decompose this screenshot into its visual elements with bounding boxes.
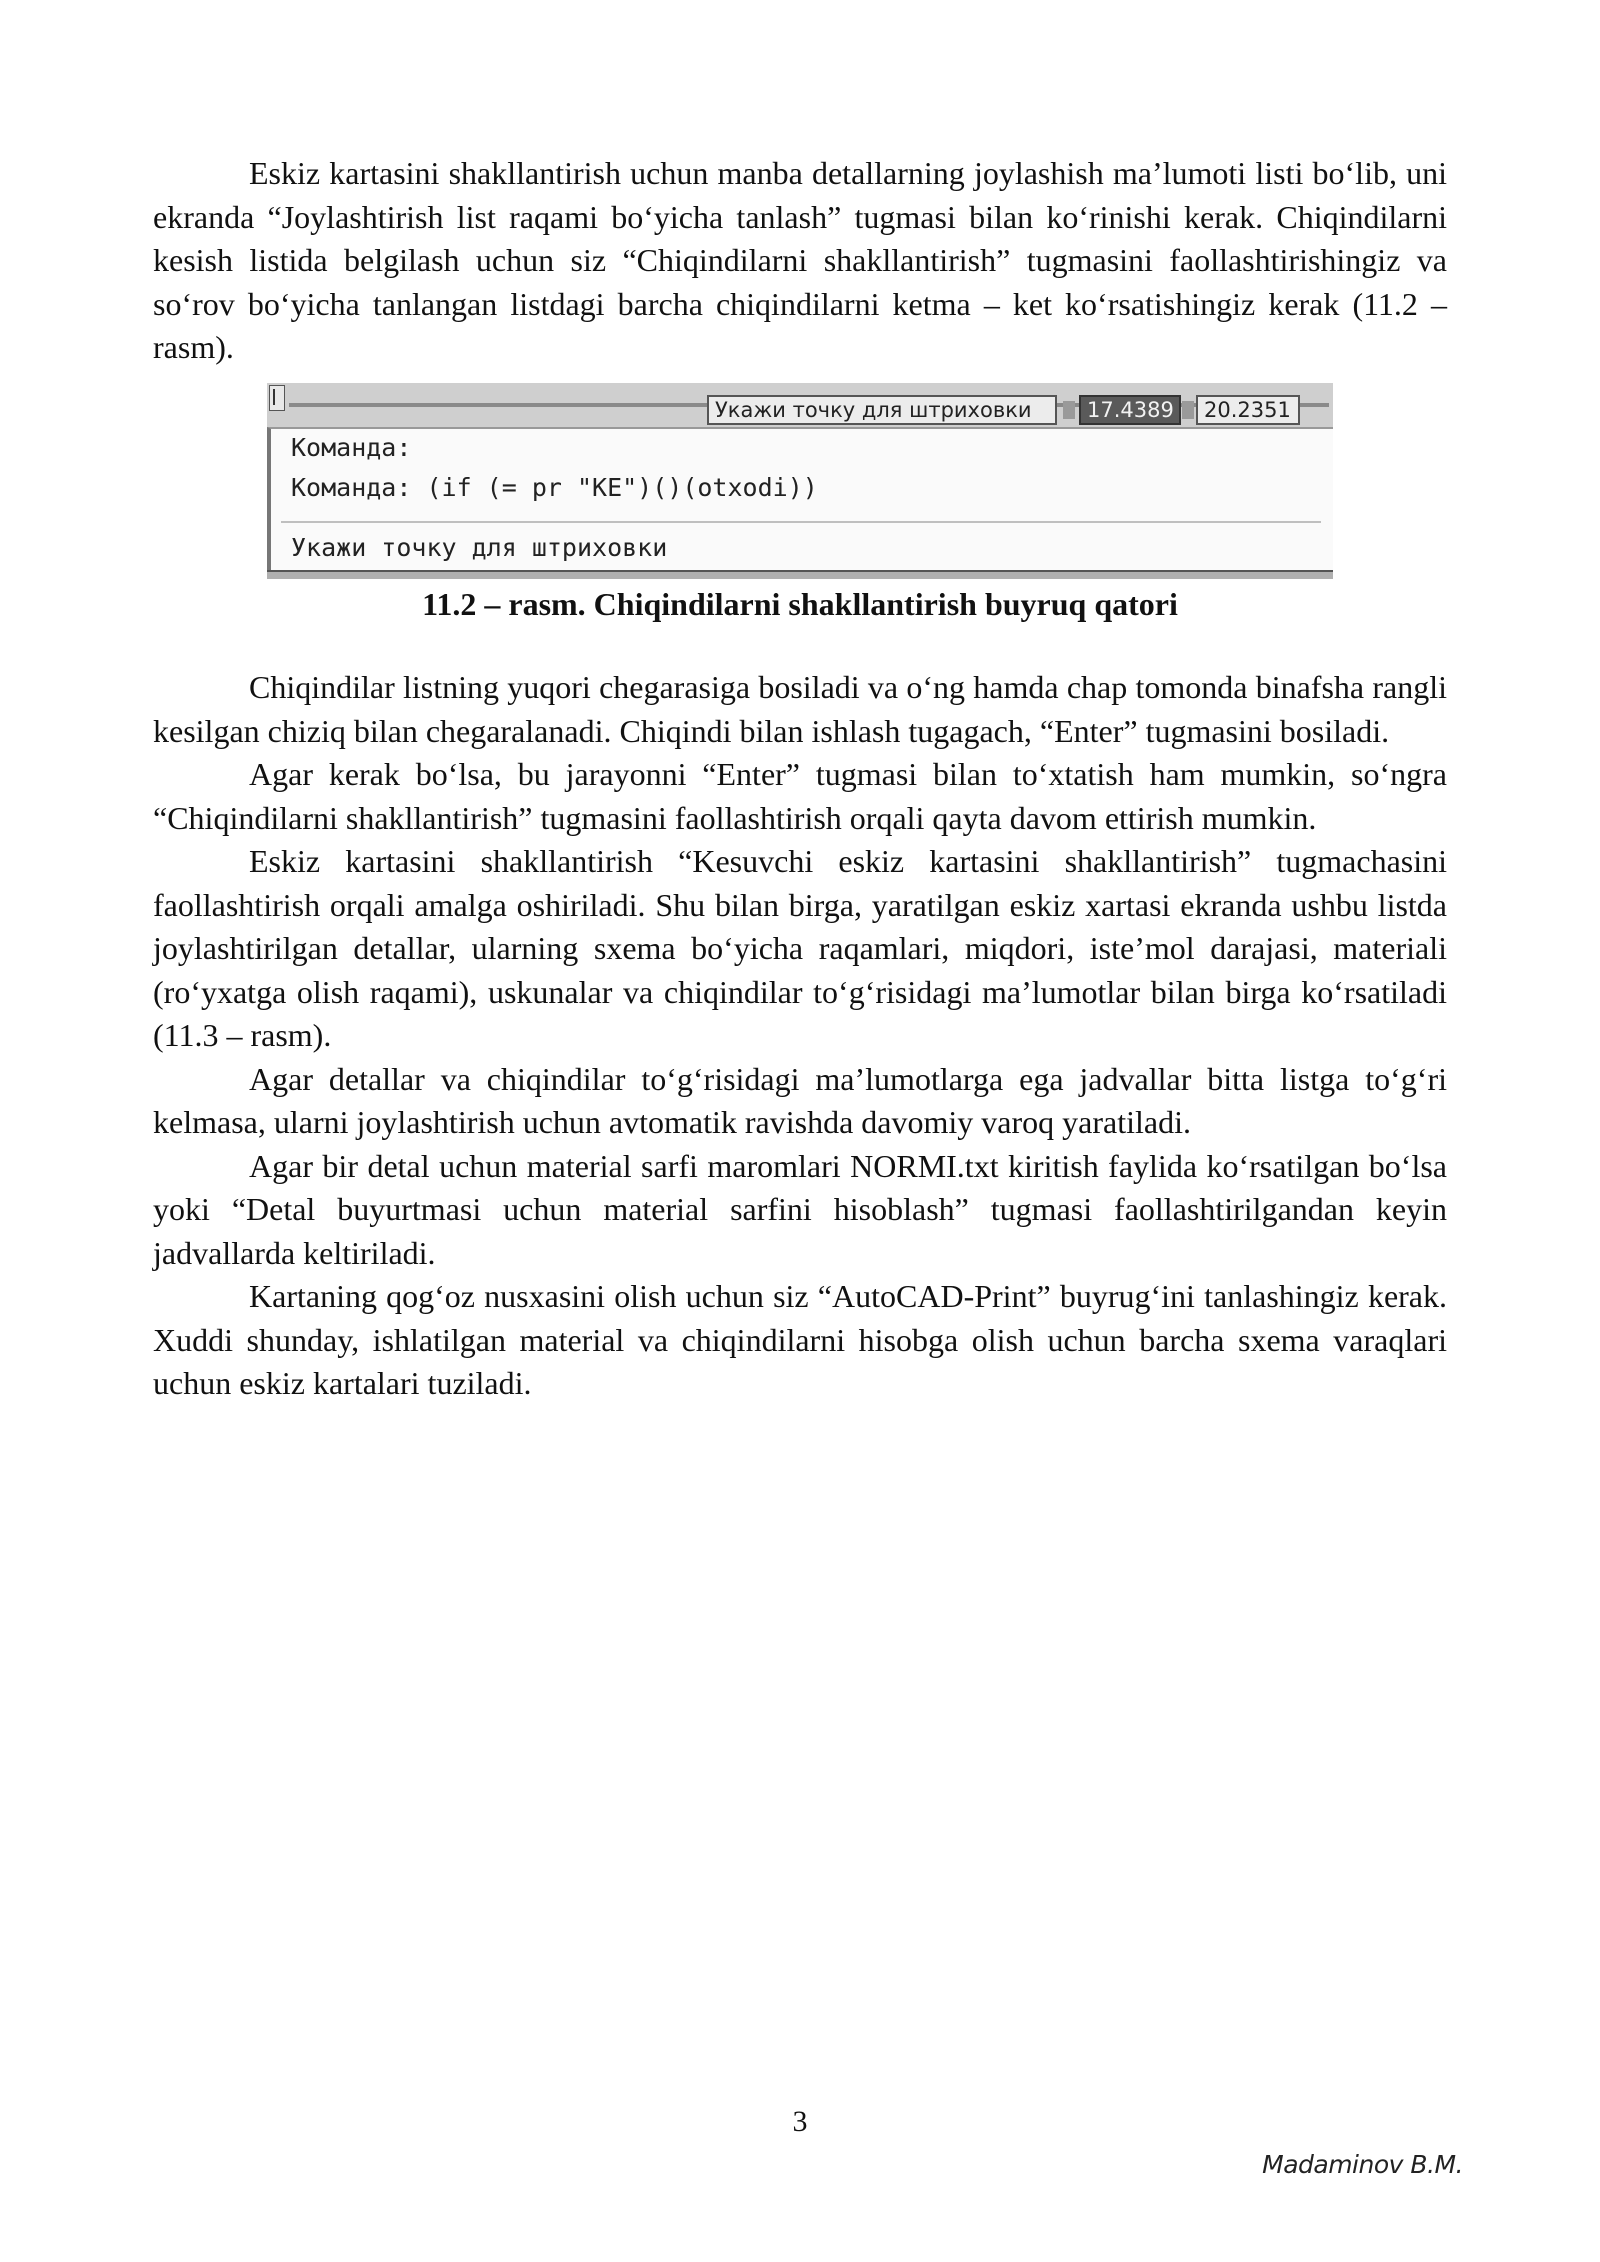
paragraph: Eskiz kartasini shakllantirish “Kesuvchi eskiz kartasini shakllantirish” tugmachasini faollashtirish orqali amalga oshiriladi. Shu bilan birga, yaratilgan eskiz xartasi ekranda ushbu listda joylashtirilgan detallar, ularning sxema bo‘yicha raqamlari, miqdori, iste’mol darajasi, materiali (ro‘yxatga olish raqami), uskunalar va chiqindilar to‘g‘risidagi ma’lumotlar bilan birga ko‘rsatiladi (11.3 – rasm). [153,843,1447,1053]
paragraph: Eskiz kartasini shakllantirish uchun manba detallarning joylashish ma’lumoti listi bo‘lib, uni ekranda “Joylashtirish list raqami bo‘yicha tanlash” tugmasi bilan ko‘rinishi kerak. Chiqindilarni kesish listida belgilash uchun siz “Chiqindilarni shakllantirish” tugmasini faollashtirishingiz va so‘rov bo‘yicha tanlangan listdagi barcha chiqindilarni ketma – ket ko‘rsatishingiz kerak (11.2 – rasm). [153,155,1447,365]
command-line-screenshot [267,383,1333,579]
coordinate-y: 20.2351 [1196,395,1300,425]
figure-caption: 11.2 – rasm. Chiqindilarni shakllantirish buyruq qatori [422,586,1178,622]
paragraph: Agar detallar va chiqindilar to‘g‘risidagi ma’lumotlarga ega jadvallar bitta listga to‘g‘ri kelmasa, ularni joylashtirish uchun avtomatik ravishda davomiy varoq yaratiladi. [153,1060,1447,1140]
paragraph: Agar kerak bo‘lsa, bu jarayonni “Enter” tugmasi bilan to‘xtatish ham mumkin, so‘ngra “Chiqindilarni shakllantirish” tugmasini faollashtirish orqali qayta davom ettirish mumkin. [153,756,1447,836]
command-line-2: Команда: (if (= pr "KE")()(otxodi)) [291,473,818,502]
intro-text-block [153,152,1447,370]
status-prompt: Укажи точку для штриховки [707,395,1057,425]
scroll-grip-icon [269,385,285,411]
command-prompt-line: Укажи точку для штриховки [291,533,668,562]
command-divider [281,521,1321,523]
coordinate-x: 17.4389 [1079,395,1181,425]
paragraph: Kartaning qog‘oz nusxasini olish uchun siz “AutoCAD-Print” buyrug‘ini tanlashingiz kerak. Xuddi shunday, ishlatilgan material va chiqindilarni hisobga olish uchun barcha sxema varaqlari uchun eskiz kartalari tuziladi. [153,1278,1447,1401]
body-text-block [153,666,1447,1406]
command-window [267,427,1333,573]
horizontal-scrollbar [267,570,1333,579]
author-footer: Madaminov B.M. [1262,2150,1463,2179]
paragraph: Chiqindilar listning yuqori chegarasiga bosiladi va o‘ng hamda chap tomonda binafsha rangli kesilgan chiziq bilan chegaralanadi. Chiqindi bilan ishlash tugagach, “Enter” tugmasini bosiladi. [153,669,1447,749]
page-number: 3 [792,2105,808,2138]
command-line-1: Команда: [291,433,412,462]
paragraph: Agar bir detal uchun material sarfi maromlari NORMI.txt kiritish faylida ko‘rsatilgan bo‘lsa yoki “Detal buyurtmasi uchun material sarfini hisoblash” tugmasi faollashtirilgandan keyin jadvallarda keltiriladi. [153,1147,1447,1271]
status-separator [1063,401,1075,419]
status-separator [1182,401,1194,419]
